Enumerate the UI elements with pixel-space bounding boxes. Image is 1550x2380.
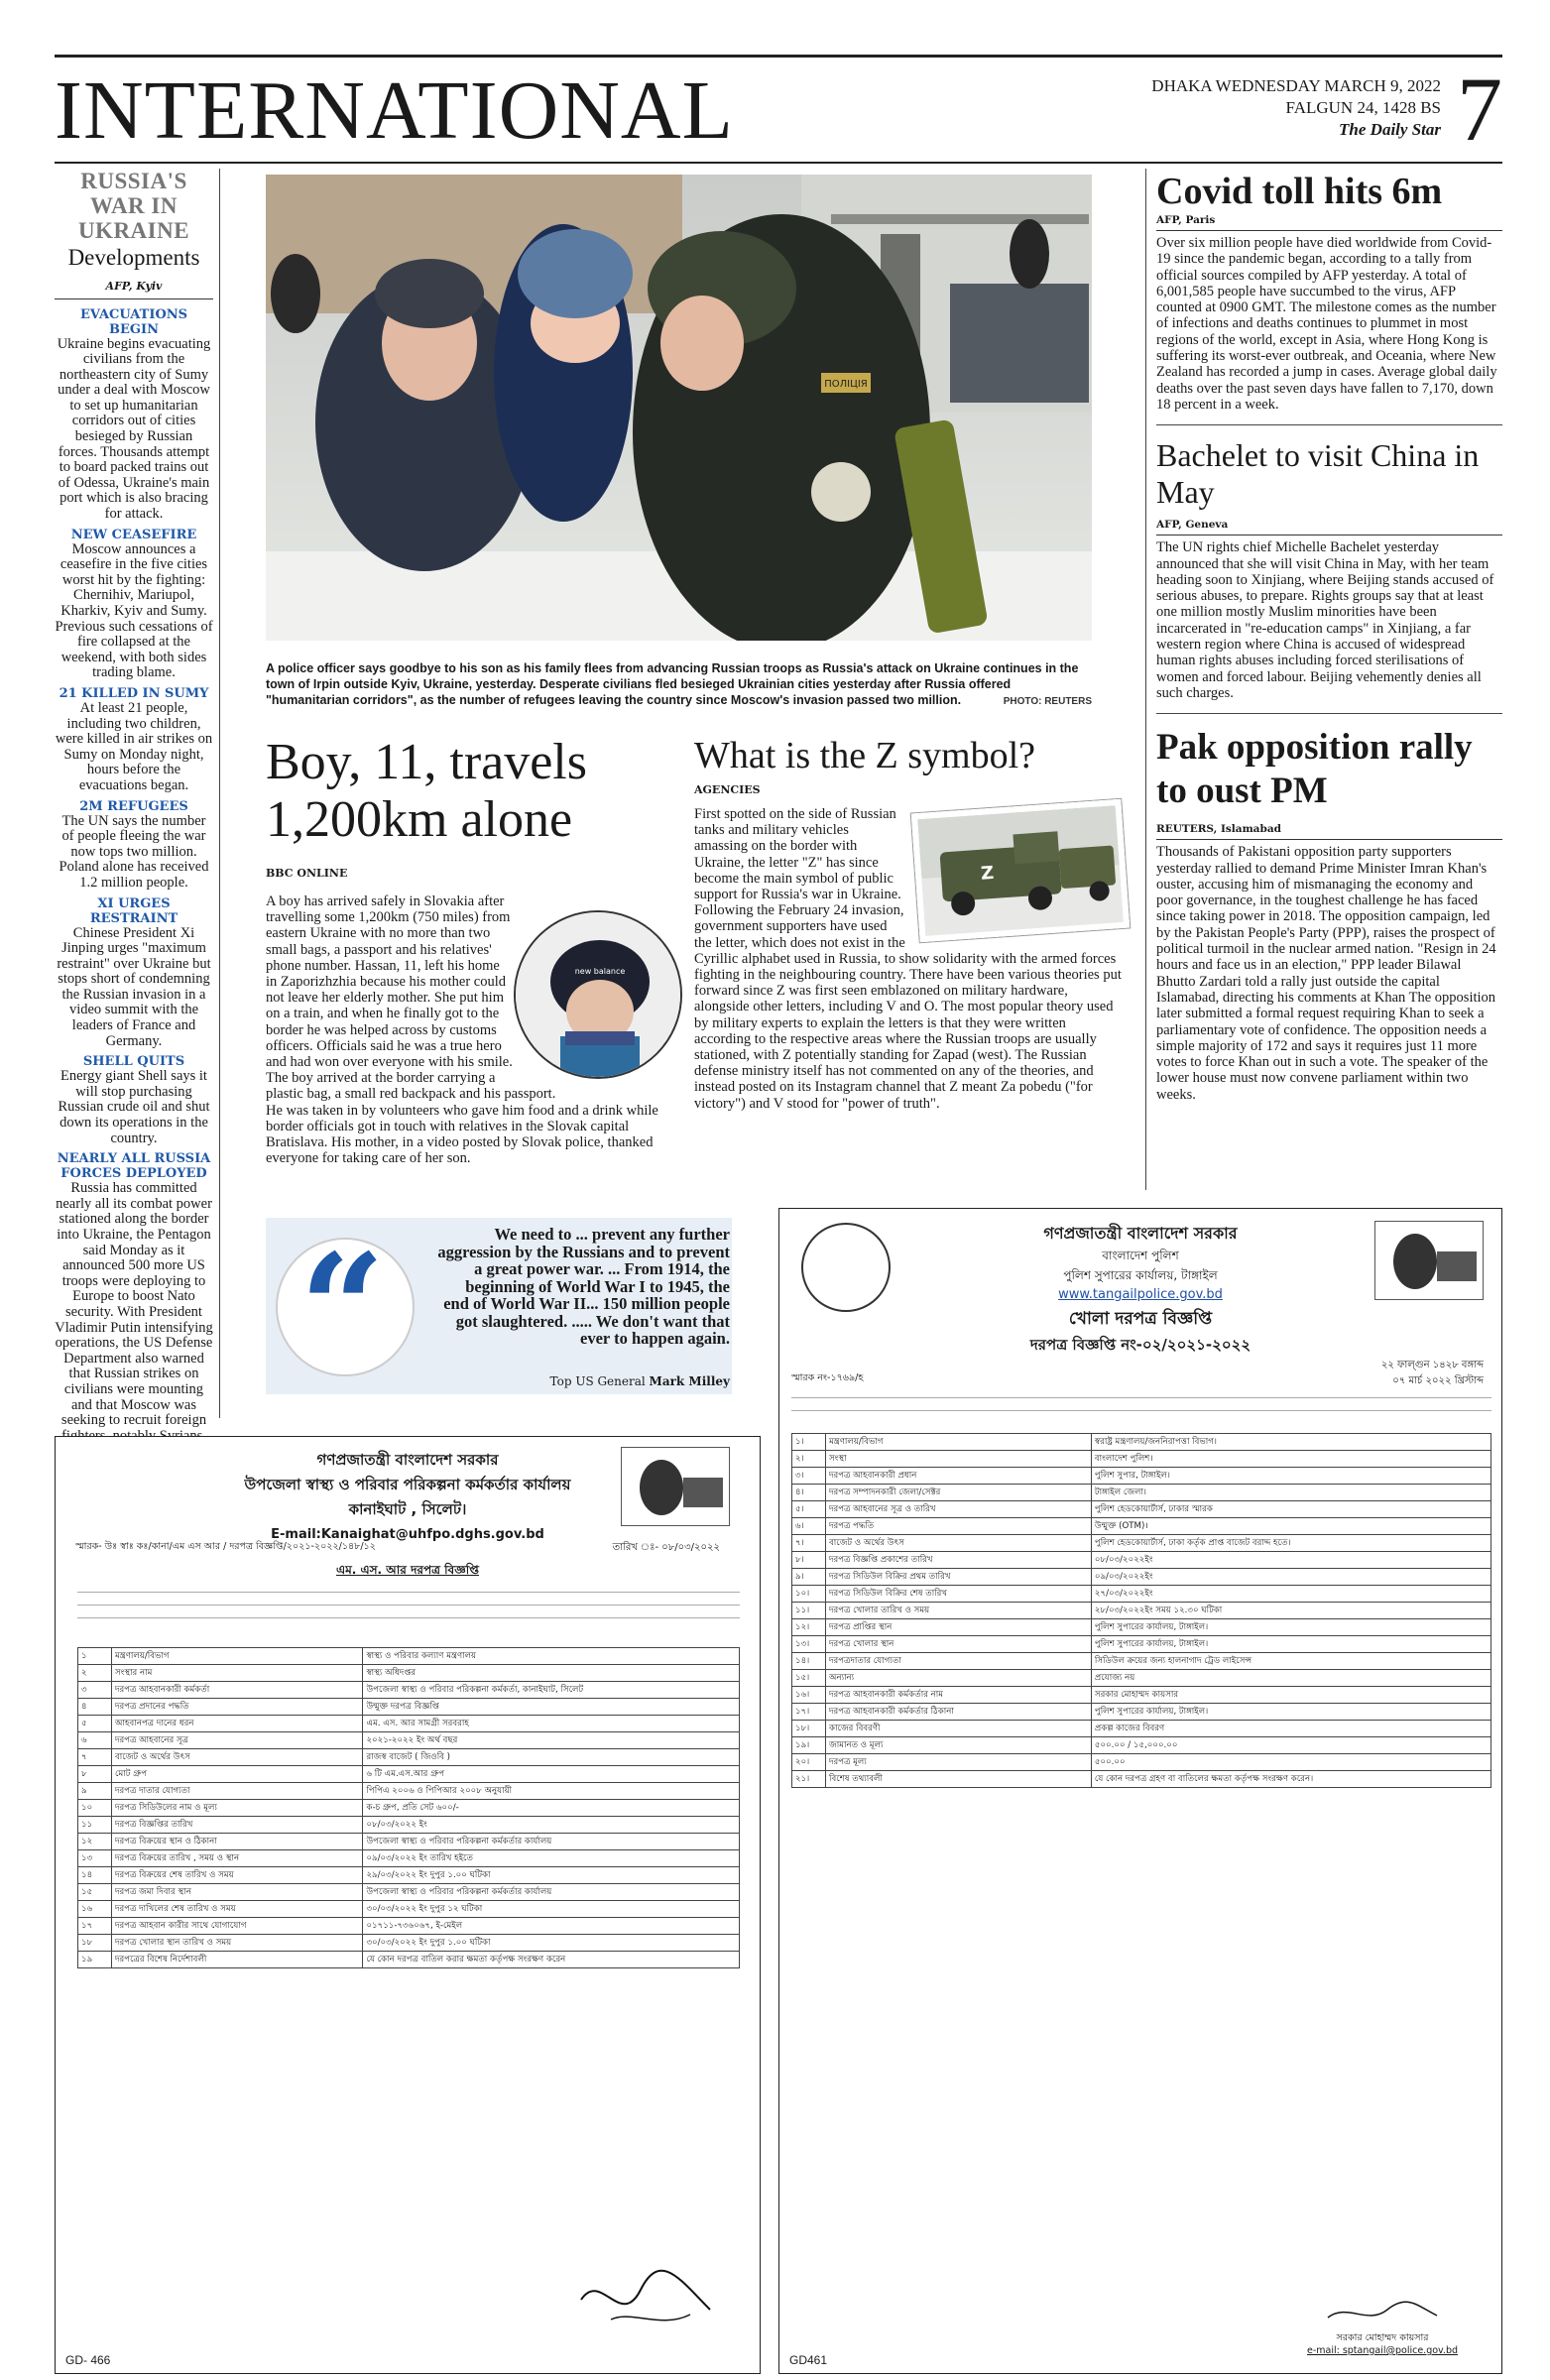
- pak-byline: REUTERS, Islamabad: [1156, 823, 1502, 840]
- table-cell: ২০।: [792, 1754, 826, 1771]
- table-cell: ৫।: [792, 1501, 826, 1518]
- table-cell: দরপত্র আহবান কারীর সাথে যোগাযোগ: [112, 1918, 363, 1935]
- signature: [1323, 2298, 1442, 2327]
- ad-date: তারিখ ঃ- ০৮/০৩/২০২২: [612, 1542, 720, 1553]
- table-row: [78, 1918, 740, 1935]
- quote-box: [266, 1218, 732, 1394]
- table-row: [78, 1867, 740, 1884]
- table-cell: কাজের বিবরণী: [826, 1721, 1092, 1737]
- bachelet-headline: Bachelet to visit China in May: [1156, 437, 1480, 511]
- table-cell: ৩০/০৩/২০২২ ইং দুপুর ১.০০ ঘটিকা: [363, 1935, 740, 1952]
- table-cell: ৭: [78, 1749, 112, 1766]
- table-cell: ৬: [78, 1732, 112, 1749]
- table-cell: ২: [78, 1665, 112, 1682]
- development-body: The UN says the number of people fleeing the war now tops two million. Poland alone has received 1.2 million people.: [59, 812, 209, 891]
- table-cell: ১৯: [78, 1952, 112, 1968]
- pak-headline: Pak opposition rally to oust PM: [1156, 727, 1473, 812]
- table-cell: ৮: [78, 1766, 112, 1783]
- table-row: [78, 1935, 740, 1952]
- table-cell: মোট গ্রুপ: [112, 1766, 363, 1783]
- table-cell: বাংলাদেশ পুলিশ।: [1091, 1451, 1490, 1468]
- table-row: [78, 1783, 740, 1800]
- table-cell: পুলিশ সুপারের কার্যালয়, টাঙ্গাইল।: [1091, 1704, 1490, 1721]
- masthead: [55, 55, 1502, 164]
- development-body: At least 21 people, including two children, were killed in air strikes on Sumy on Monday night, hours before the evacuations began.: [55, 699, 213, 793]
- table-cell: এম. এস. আর সামগ্রী সরবরাহ: [363, 1716, 740, 1732]
- signature: [571, 2260, 720, 2339]
- table-cell: দরপত্র মূল্য: [826, 1754, 1092, 1771]
- table-cell: টাঙ্গাইল জেলা।: [1091, 1485, 1490, 1501]
- table-cell: দরপত্র সিডিউল বিক্রির প্রথম তারিখ: [826, 1569, 1092, 1586]
- table-row: [792, 1687, 1491, 1704]
- table-row: [78, 1884, 740, 1901]
- table-cell: সংস্থা: [826, 1451, 1092, 1468]
- ad-place-line: কানাইঘাট , সিলেট।: [348, 1500, 467, 1518]
- table-cell: ৪।: [792, 1485, 826, 1501]
- table-cell: ৫০০.০০ / ১৫,০০০.০০: [1091, 1737, 1490, 1754]
- table-row: [792, 1518, 1491, 1535]
- table-cell: দরপত্র দাখিলের শেষ তারিখ ও সময়: [112, 1901, 363, 1918]
- table-cell: ১১: [78, 1817, 112, 1834]
- table-cell: ১৪।: [792, 1653, 826, 1670]
- table-cell: ১৩: [78, 1850, 112, 1867]
- table-cell: ২১।: [792, 1771, 826, 1788]
- date-line: DHAKA WEDNESDAY MARCH 9, 2022: [1151, 76, 1441, 95]
- boy-portrait: [514, 910, 682, 1079]
- table-cell: স্বরাষ্ট্র মন্ত্রণালয়/জননিরাপত্তা বিভাগ।: [1091, 1434, 1490, 1451]
- table-row: [78, 1648, 740, 1665]
- table-cell: পুলিশ হেডকোয়ার্টার্স, ঢাকার স্মারক: [1091, 1501, 1490, 1518]
- table-cell: দরপত্র প্রদানের পদ্ধতি: [112, 1699, 363, 1716]
- table-cell: দরপত্র আহবানকারী কর্মকর্তা: [112, 1682, 363, 1699]
- table-cell: মন্ত্রণালয়/বিভাগ: [826, 1434, 1092, 1451]
- development-body: Moscow announces a ceasefire in the five cities worst hit by the fighting: Chernihiv, Mariupol, Kharkiv, Kyiv and Sumy. Previous such cessations of fire collapsed at the weekend, with both sides trading blame.: [55, 540, 213, 681]
- table-cell: ০১৭১১-৭৩৬০৬৭, ই-মেইল: [363, 1918, 740, 1935]
- ad-table-wrap: [791, 1433, 1491, 1788]
- table-cell: দরপত্র পদ্ধতি: [826, 1518, 1092, 1535]
- table-cell: ৩।: [792, 1468, 826, 1485]
- table-cell: দরপত্রের বিশেষ নির্দেশাবলী: [112, 1952, 363, 1968]
- signer-block: [1283, 2298, 1482, 2357]
- table-row: [792, 1636, 1491, 1653]
- table-row: [78, 1732, 740, 1749]
- table-cell: ১।: [792, 1434, 826, 1451]
- table-row: [792, 1552, 1491, 1569]
- development-head: NEARLY ALL RUSSIA FORCES DEPLOYED: [57, 1151, 211, 1182]
- table-row: [792, 1721, 1491, 1737]
- bachelet-body: The UN rights chief Michelle Bachelet yesterday announced that she will visit China in May, with her team heading soon to Xinjiang, where Beijing stands accused of serious abuses, to prepare. Rights groups say that at least one million mostly Muslim minorities have been incarcerated in "re-education camps" in Xinjiang, a far western region where China is accused of widespread human rights abuses including forced sterilisations of women and forced labour. Beijing vehemently denies all such charges.: [1156, 539, 1494, 701]
- table-cell: আহবানপত্র দানের ধরন: [112, 1716, 363, 1732]
- developments-list: [55, 307, 213, 1460]
- table-cell: ১৮।: [792, 1721, 826, 1737]
- svg-text:Z: Z: [980, 862, 995, 885]
- table-cell: বাজেট ও অর্থের উৎস: [112, 1749, 363, 1766]
- table-cell: অন্যান্য: [826, 1670, 1092, 1687]
- table-cell: ১৫: [78, 1884, 112, 1901]
- table-cell: দরপত্র আহবানের সূত্র: [112, 1732, 363, 1749]
- table-row: [792, 1704, 1491, 1721]
- table-cell: ২৯/০৩/২০২২ ইং দুপুর ১.০০ ঘটিকা: [363, 1867, 740, 1884]
- table-cell: ২০২১-২০২২ ইং অর্থ বছর: [363, 1732, 740, 1749]
- quote-text: We need to ... prevent any further aggression by the Russians and to prevent a great power war. ... From 1914, the beginning of World War I to 1945, the end of World War II... 150 million people got slaughtered. ..... We don't want that ever to happen again.: [437, 1225, 730, 1348]
- signer-name: সরকার মোহাম্মদ কায়সার: [1336, 2332, 1429, 2343]
- table-cell: ০৮/০৩/২০২২ইং: [1091, 1552, 1490, 1569]
- separator: [1156, 424, 1502, 425]
- attribution-prefix: Top US General: [549, 1374, 646, 1388]
- date-block: [1151, 75, 1441, 141]
- development-body: Russia has committed nearly all its combat power stationed along the border into Ukraine, the Pentagon said Monday as it announced 500 more US troops were deploying to Europe to boost Nato security. With President Vladimir Putin intensifying operations, the US Defense Department also warned that Russian strikes on civilians were mounting and that Moscow was seeking to recruit foreign: [55, 1180, 213, 1429]
- table-cell: বাজেট ও অর্থের উৎস: [826, 1535, 1092, 1552]
- table-cell: ৫: [78, 1716, 112, 1732]
- table-cell: ৩০/০৩/২০২২ ইং দুপুর ১২ ঘটিকা: [363, 1901, 740, 1918]
- table-row: [78, 1682, 740, 1699]
- table-row: [78, 1901, 740, 1918]
- table-cell: সংস্থার নাম: [112, 1665, 363, 1682]
- table-cell: ০৮/০৩/২০২২ ইং: [363, 1817, 740, 1834]
- table-cell: দরপত্র খোলার তারিখ ও সময়: [826, 1603, 1092, 1619]
- z-headline: What is the Z symbol?: [694, 735, 1036, 776]
- table-cell: সরকার মোহাম্মদ কায়সার: [1091, 1687, 1490, 1704]
- table-cell: ১০।: [792, 1586, 826, 1603]
- development-head: 21 KILLED IN SUMY: [59, 685, 209, 701]
- police-badge-text: ПОЛІЦІЯ: [824, 379, 868, 390]
- column-heading: Developments: [67, 245, 200, 270]
- table-cell: দরপত্র প্রাপ্তির স্থান: [826, 1619, 1092, 1636]
- table-cell: ০৯/০৩/২০২২ ইং তারিখ হইতে: [363, 1850, 740, 1867]
- covid-byline: AFP, Paris: [1156, 214, 1502, 231]
- developments-column: [55, 169, 220, 1429]
- development-body: Chinese President Xi Jinping urges "maximum restraint" over Ukraine but stops short of condemning the Russian invasion in a video summit with the leaders of France and Germany.: [57, 924, 211, 1049]
- table-cell: দরপত্র খোলার স্থান তারিখ ও সময়: [112, 1935, 363, 1952]
- quote-attribution: [550, 1374, 730, 1388]
- covid-body: Over six million people have died worldwide from Covid-19 since the pandemic began, according to a tally from official sources compiled by AFP yesterday. A total of 6,001,585 people have succumbed to the virus, AFP counted at 0900 GMT. The milestone comes as the number of infections and deaths continues to plummet in most regions of the world, except in Asia, where Hong Kong is suffering its worst-ever outbreak, and Oceania, where New Zealand has recorded a jump in cases. Average global daily deaths over the past seven days have fallen to 7,170, down 18 percent in a week.: [1156, 235, 1497, 413]
- table-cell: দরপত্র আহবানকারী কর্মকর্তার ঠিকানা: [826, 1704, 1092, 1721]
- table-cell: ১৪: [78, 1867, 112, 1884]
- table-cell: ৬।: [792, 1518, 826, 1535]
- table-cell: উপজেলা স্বাস্থ্য ও পরিবার পরিকল্পনা কর্মকর্তার কার্যালয়: [363, 1834, 740, 1850]
- cap-text: new balance: [574, 967, 626, 976]
- table-cell: ১৯।: [792, 1737, 826, 1754]
- bangla-date: FALGUN 24, 1428 BS: [1285, 98, 1441, 117]
- table-cell: প্রকল্প কাজের বিবরণ: [1091, 1721, 1490, 1737]
- table-cell: বিশেষ তথ্যাবলী: [826, 1771, 1092, 1788]
- separator: [1156, 713, 1502, 714]
- table-row: [792, 1569, 1491, 1586]
- quote-mark: “: [299, 1222, 386, 1396]
- table-cell: ১৭: [78, 1918, 112, 1935]
- development-head: NEW CEASEFIRE: [70, 527, 197, 542]
- bachelet-byline: AFP, Geneva: [1156, 519, 1502, 536]
- table-cell: ৬ টি এম.এস.আর গ্রুপ: [363, 1766, 740, 1783]
- table-cell: স্বাস্থ্য অধিদপ্তর: [363, 1665, 740, 1682]
- boy-body-text: A boy has arrived safely in Slovakia after travelling some 1,200km (750 miles) from eastern Ukraine with no more than two small bags, a passport and his relatives' phone number. Hassan, 11, left his home in Zaporizhzhia because his mother could not leave her elderly mother. She put him on a train, and when he finally got to the border he was helped across by customs officers. Officials said he was a true hero and had won over everyone with his smile. The boy arrived at the border carrying a plastic bag, a small red backpack and his passport. He was taken in by volunteers who gave him food and a drink while border officials got in touch with relatives in the Slovak capital Bratislava. His mother, in a video posted by Slovak police, thanked everyone for taking care of her son.: [266, 893, 658, 1167]
- table-cell: দরপত্র খোলার স্থান: [826, 1636, 1092, 1653]
- signer-email: e-mail: sptangail@police.gov.bd: [1306, 2345, 1459, 2356]
- table-cell: উপজেলা স্বাস্থ্য ও পরিবার পরিকল্পনা কর্মকর্তার কার্যালয়: [363, 1884, 740, 1901]
- table-row: [792, 1501, 1491, 1518]
- table-cell: ১১।: [792, 1603, 826, 1619]
- quote-mark-icon: [276, 1222, 415, 1396]
- table-cell: ১৬: [78, 1901, 112, 1918]
- table-cell: ৯।: [792, 1569, 826, 1586]
- attribution-name: Mark Milley: [649, 1374, 730, 1388]
- table-cell: দরপত্র দাতার যোগ্যতা: [112, 1783, 363, 1800]
- ad-website: www.tangailpolice.gov.bd: [1058, 1287, 1223, 1302]
- table-cell: দরপত্রদাতার যোগ্যতা: [826, 1653, 1092, 1670]
- development-body: Ukraine begins evacuating civilians from the northeastern city of Sumy under a deal with Moscow to set up humanitarian corridors out of cities besieged by Russian forces. Thousands attempt to board packed trains out of Odessa, Ukraine's main port which is also bracing for attack.: [57, 335, 211, 523]
- table-cell: ৩: [78, 1682, 112, 1699]
- portrait-logo: [1374, 1221, 1484, 1300]
- table-cell: দরপত্র আহবানকারী কর্মকর্তার নাম: [826, 1687, 1092, 1704]
- table-cell: স্বাস্থ্য ও পরিবার কল্যাণ মন্ত্রণালয়: [363, 1648, 740, 1665]
- table-cell: ৫০০.০০: [1091, 1754, 1490, 1771]
- covid-headline: Covid toll hits 6m: [1156, 171, 1443, 212]
- table-row: [78, 1699, 740, 1716]
- table-row: [792, 1653, 1491, 1670]
- table-row: [78, 1766, 740, 1783]
- z-body-text: First spotted on the side of Russian tanks and military vehicles amassing on the border with Ukraine, the letter "Z" has since become the main symbol of public support for Russia's war in Ukraine. Following the February 24 invasion, government supporters have used the letter, which does not exist in the Cyrillic alphabet used in Russia, to show solidarity with the armed forces fighting in the neighbouring country. There have been various theories put forward since Z was first seen emblazoned on military hardware, alongside other letters, including V and O. The most popular theory used by military experts to explain the letters is that they were written according to the respective areas where the Russian troops are usually stationed, with Z potentially standing for Zapad (west). The Russian defense ministry itself has not commented on any of the theories, and instead posted on its Instagram channel that Z meant Za pobedu ("for victory") and V stood for "power of truth".: [694, 806, 1122, 1112]
- table-cell: ১৩।: [792, 1636, 826, 1653]
- portrait-logo: [621, 1447, 730, 1526]
- table-cell: দরপত্র আহবানের সূত্র ও তারিখ: [826, 1501, 1092, 1518]
- photo-caption: [266, 660, 1092, 710]
- table-cell: ১৬।: [792, 1687, 826, 1704]
- tangail-police-tender-ad: [778, 1208, 1502, 2374]
- right-column: [1145, 169, 1502, 1190]
- table-cell: যে কোন দরপত্র বাতিল করার ক্ষমতা কর্তৃপক্ষ সংরক্ষণ করেন: [363, 1952, 740, 1968]
- table-cell: দরপত্র সিডিউলের নাম ও মূল্য: [112, 1800, 363, 1817]
- development-head: 2M REFUGEES: [79, 798, 188, 814]
- table-cell: পিপিএ ২০০৬ ও পিপিআর ২০০৮ অনুযায়ী: [363, 1783, 740, 1800]
- table-cell: ১৭।: [792, 1704, 826, 1721]
- table-cell: উন্মুক্ত দরপত্র বিজ্ঞপ্তি: [363, 1699, 740, 1716]
- boy-headline: Boy, 11, travels 1,200km alone: [266, 734, 587, 848]
- z-byline: AGENCIES: [694, 783, 761, 796]
- table-row: [792, 1754, 1491, 1771]
- table-row: [792, 1451, 1491, 1468]
- ad-table: [77, 1647, 740, 1968]
- table-row: [792, 1485, 1491, 1501]
- table-cell: দরপত্র বিজ্ঞপ্তির তারিখ: [112, 1817, 363, 1834]
- table-cell: পুলিশ সুপারের কার্যালয়, টাঙ্গাইল।: [1091, 1636, 1490, 1653]
- table-cell: দরপত্র বিক্রয়ের তারিখ , সময় ও স্থান: [112, 1850, 363, 1867]
- table-cell: ৪: [78, 1699, 112, 1716]
- table-cell: ৯: [78, 1783, 112, 1800]
- table-cell: ৭।: [792, 1535, 826, 1552]
- ad-office-line: উপজেলা স্বাস্থ্য ও পরিবার পরিকল্পনা কর্মকর্তার কার্যালয়: [244, 1476, 571, 1493]
- table-row: [78, 1665, 740, 1682]
- table-cell: পুলিশ সুপারের কার্যালয়, টাঙ্গাইল।: [1091, 1619, 1490, 1636]
- table-cell: ০৯/০৩/২০২২ইং: [1091, 1569, 1490, 1586]
- table-cell: জামানত ও মূল্য: [826, 1737, 1092, 1754]
- ad-govt-line: গণপ্রজাতন্ত্রী বাংলাদেশ সরকার: [1043, 1224, 1238, 1243]
- table-cell: ১৫।: [792, 1670, 826, 1687]
- development-head: SHELL QUITS: [82, 1054, 185, 1070]
- table-cell: উপজেলা স্বাস্থ্য ও পরিবার পরিকল্পনা কর্মকর্তা, কানাইঘাট, সিলেট: [363, 1682, 740, 1699]
- z-symbol-story: [694, 734, 1126, 1200]
- table-cell: পুলিশ সুপার, টাঙ্গাইল।: [1091, 1468, 1490, 1485]
- table-row: [78, 1716, 740, 1732]
- police-officer-photo: [266, 175, 1092, 641]
- section-title: INTERNATIONAL: [55, 64, 734, 157]
- ad-intro: [77, 1586, 740, 1645]
- table-row: [78, 1834, 740, 1850]
- table-cell: ক-চ গ্রুপ, প্রতি সেট ৬০০/-: [363, 1800, 740, 1817]
- table-cell: ১২।: [792, 1619, 826, 1636]
- ad-notice-no: দরপত্র বিজ্ঞপ্তি নং-০২/২০২১-২০২২: [1029, 1336, 1252, 1354]
- kanaighat-tender-ad: [55, 1436, 761, 2374]
- ad-date-1: ২২ ফাল্গুন ১৪২৮ বঙ্গাব্দ: [1380, 1360, 1484, 1370]
- table-row: [78, 1800, 740, 1817]
- development-head: XI URGES RESTRAINT: [89, 895, 179, 926]
- table-row: [78, 1850, 740, 1867]
- main-photo: [266, 175, 1092, 641]
- table-cell: দরপত্র বিক্রয়ের স্থান ও ঠিকানা: [112, 1834, 363, 1850]
- table-row: [792, 1535, 1491, 1552]
- photo-credit: PHOTO: REUTERS: [1003, 696, 1092, 707]
- table-cell: দরপত্র বিক্রয়ের শেষ তারিখ ও সময়: [112, 1867, 363, 1884]
- z-vehicle-photo: [911, 799, 1131, 942]
- ad-code: GD461: [789, 2353, 828, 2367]
- ad-email: E-mail:Kanaighat@uhfpo.dghs.gov.bd: [271, 1527, 544, 1542]
- caption-text: A police officer says goodbye to his son as his family flees from advancing Russian troops as Russia's attack on Ukraine continues in the town of Irpin outside Kyiv, Ukraine, yesterday. Desperate civilians fled besieged Ukrainian cities yesterday after Russia offered "humanitarian corridors", as the number of refugees leaving the country since Moscow's invasion passed two million.: [266, 661, 1079, 707]
- z-body: [694, 806, 1126, 1112]
- table-cell: দরপত্র আহবানকারী প্রধান: [826, 1468, 1092, 1485]
- table-cell: যে কোন দরপত্র গ্রহণ বা বাতিলের ক্ষমতা কর্তৃপক্ষ সংরক্ষণ করেন।: [1091, 1771, 1490, 1788]
- table-cell: দরপত্র সিডিউল বিক্রির শেষ তারিখ: [826, 1586, 1092, 1603]
- ad-intro: [791, 1391, 1491, 1431]
- table-cell: ১০: [78, 1800, 112, 1817]
- table-row: [792, 1737, 1491, 1754]
- ad-police-line: বাংলাদেশ পুলিশ: [1102, 1249, 1179, 1262]
- table-cell: উন্মুক্ত (OTM)।: [1091, 1518, 1490, 1535]
- paper-name: The Daily Star: [1339, 120, 1441, 139]
- table-row: [78, 1817, 740, 1834]
- ad-memo: স্মারক নং-১৭৬৯/হ: [791, 1372, 864, 1383]
- column-byline: AFP, Kyiv: [55, 279, 213, 299]
- table-row: [78, 1952, 740, 1968]
- boy-story: [266, 734, 682, 1200]
- ad-title: খোলা দরপত্র বিজ্ঞপ্তি: [1068, 1309, 1213, 1329]
- page-number: 7: [1457, 59, 1502, 160]
- ad-memo: স্মারক- উঃ স্বাঃ কঃ/কানা/এম এস আর / দরপত্র বিজ্ঞপ্তি/২০২১-২০২২/১৪৮/১২: [75, 1541, 376, 1552]
- table-cell: দরপত্র সম্পাদনকারী জেলা/সেক্টর: [826, 1485, 1092, 1501]
- ad-govt-line: গণপ্রজাতন্ত্রী বাংলাদেশ সরকার: [316, 1451, 499, 1469]
- table-cell: পুলিশ হেডকোয়ার্টার্স, ঢাকা কর্তৃক প্রাপ্ত বাজেট বরাদ্দ হতে।: [1091, 1535, 1490, 1552]
- table-cell: রাজস্ব বাজেট ( জিওবি ): [363, 1749, 740, 1766]
- ad-code: GD- 466: [65, 2353, 111, 2367]
- table-row: [78, 1749, 740, 1766]
- table-cell: ১২: [78, 1834, 112, 1850]
- ad-date-2: ০৭ মার্চ ২০২২ খ্রিস্টাব্দ: [1392, 1375, 1484, 1386]
- ad-table-wrap: [77, 1647, 740, 1968]
- table-cell: ১: [78, 1648, 112, 1665]
- pak-body: Thousands of Pakistani opposition party supporters yesterday rallied to demand Prime Minister Imran Khan's ouster, accusing him of mismanaging the economy and poor governance, in the toughest challenge he has faced since taking power in 2018. The opposition campaign, led by the Pakistan People's Party (PPP), raises the prospect of political turmoil in the nuclear armed nation. "Resign in 24 hours and face us in an election," PPP leader Bilawal Bhutto Zardari told a rally just outside the capital Islamabad, directing his comments at Khan The opposition later submitted a formal request requiring Khan to seek a parliamentary vote of confidence. The opposition needs a simple majority of 172 and says it requires just 11 more votes to force Khan out in such a vote. The speaker of the lower house must now convene parliament within two weeks.: [1156, 844, 1496, 1103]
- table-cell: প্রযোজ্য নয়: [1091, 1670, 1490, 1687]
- table-row: [792, 1619, 1491, 1636]
- table-cell: মন্ত্রণালয়/বিভাগ: [112, 1648, 363, 1665]
- table-row: [792, 1771, 1491, 1788]
- table-cell: ২৭/০৩/২০২২ইং: [1091, 1586, 1490, 1603]
- boy-photo: [516, 912, 682, 1079]
- ad-title: এম. এস. আর দরপত্র বিজ্ঞপ্তি: [335, 1563, 480, 1577]
- table-cell: ৮।: [792, 1552, 826, 1569]
- table-cell: ২।: [792, 1451, 826, 1468]
- table-row: [792, 1603, 1491, 1619]
- table-cell: সিডিউল ক্রয়ের জন্য হালনাগাদ ট্রেড লাইসেন্স: [1091, 1653, 1490, 1670]
- ad-table: [791, 1433, 1491, 1788]
- ad-office-line: পুলিশ সুপারের কার্যালয়, টাঙ্গাইল: [1063, 1268, 1218, 1282]
- development-head: EVACUATIONS BEGIN: [79, 306, 188, 337]
- column-kicker: RUSSIA'S WAR IN UKRAINE: [77, 169, 190, 243]
- development-body: Energy giant Shell says it will stop purchasing Russian crude oil and shut down its operations in the country.: [58, 1068, 210, 1146]
- table-row: [792, 1670, 1491, 1687]
- table-row: [792, 1434, 1491, 1451]
- boy-byline: BBC ONLINE: [266, 867, 348, 880]
- table-cell: ২৮/০৩/২০২২ইং সময় ১২.৩০ ঘটিকা: [1091, 1603, 1490, 1619]
- table-cell: দরপত্র জমা দিবার স্থান: [112, 1884, 363, 1901]
- table-cell: ১৮: [78, 1935, 112, 1952]
- police-logo: [801, 1223, 891, 1312]
- table-row: [792, 1586, 1491, 1603]
- table-row: [792, 1468, 1491, 1485]
- table-cell: দরপত্র বিজ্ঞপ্তি প্রকাশের তারিখ: [826, 1552, 1092, 1569]
